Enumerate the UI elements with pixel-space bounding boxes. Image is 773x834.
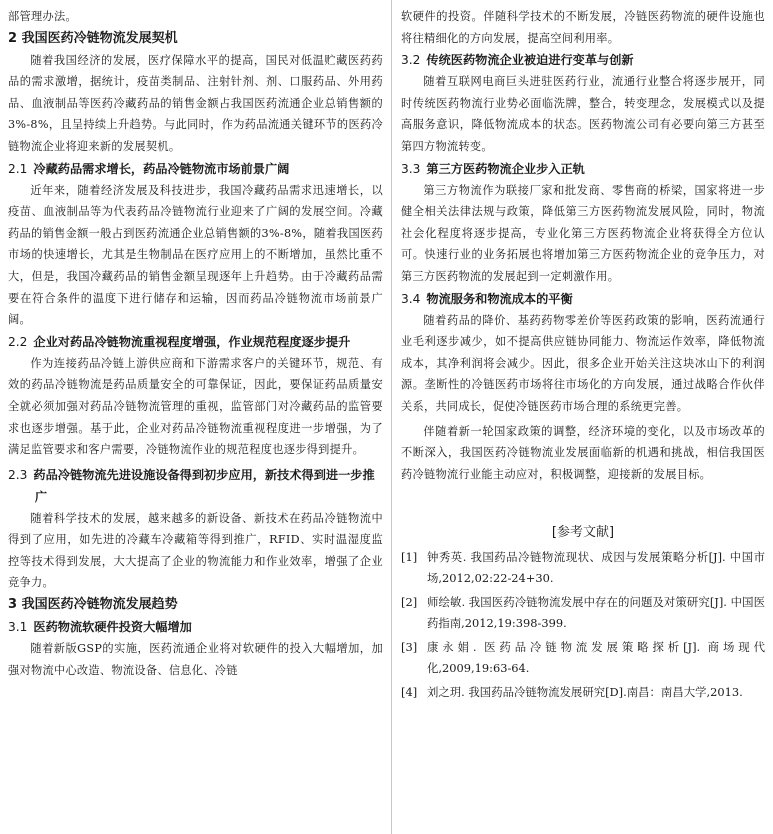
intro-tail: 部管理办法。 — [8, 10, 77, 23]
section-2-1-body: 近年来，随着经济发展及科技进步，我国冷藏药品需求迅速增长，以疫苗、血液制品等为代表药品冷链物流行业迎来了广阔的发展空间。冷藏药品的销售金额一般占到医药流通企业总销售额的3%-8%，随着我国医药市场的快速增长，尤其是生物制品在医疗应用上的不断增加，虽然比重不大，但是，我国冷藏药品的销售金额呈现逐年上升趋势。由于冷藏药品需要在符合条件的温度下进行储存和运输，因而药品冷链物流市场前景广阔。 — [8, 183, 383, 327]
references-heading: [参考文献] — [551, 525, 615, 541]
reference-text: 康永娟. 医药品冷链物流发展策略探析[J]. 商场现代化,2009,19:63-64. — [427, 640, 765, 675]
reference-item — [401, 637, 765, 678]
section-title: 企业对药品冷链物流重视程度增强，作业规范程度逐步提升 — [33, 334, 351, 349]
section-2-2-body: 作为连接药品冷链上游供应商和下游需求客户的关键环节，规范、有效的药品冷链物流是药品质量安全的可靠保证，因此，要保证药品质量安全就必须加强对药品冷链物流管理的重视，监管部门对冷藏药品的监管要求也逐步增强。基于此，企业对药品冷链物流重视程度进一步增强，为了满足监管要求和客户需要，冷链物流作业的规范程度也逐步得到提升。 — [8, 356, 383, 457]
section-2-3-heading — [8, 464, 383, 508]
section-number: 2.1 — [8, 161, 28, 176]
section-2-1-heading — [8, 158, 383, 180]
reference-number: [1] — [401, 550, 418, 565]
section-number: 2.3 — [8, 467, 28, 482]
section-2-body: 随着我国经济的发展，医疗保障水平的提高，国民对低温贮藏医药药品的需求激增，据统计，疫苗类制品、注射针剂、剂、口服药品、外用药品、血液制品等医药冷藏药品的销售金额占我国医药流通企业总销售额的3%-8%，且呈持续上升趋势。与此同时，作为药品流通关键环节的医药冷链物流企业将迎来新的发展契机。 — [8, 53, 383, 153]
section-3-4-body-1: 随着药品的降价、基药药物零差价等医药政策的影响，医药流通行业毛利逐步减少，如不提高供应链协同能力、物流运作效率，降低物流成本，其净利润将会减少。因此，很多企业开始关注这块冰山下的利润源。垄断性的冷链医药市场将往市场化的方向发展，通过战略合作伙伴关系，共同成长，促使冷链医药市场合理的系统更完善。 — [401, 313, 765, 413]
section-3-1-heading — [8, 616, 383, 638]
section-3-4-heading — [401, 288, 765, 310]
section-title: 药品冷链物流先进设施设备得到初步应用，新技术得到进一步推广 — [33, 467, 375, 504]
section-2-2-heading — [8, 331, 383, 353]
left-column — [8, 6, 383, 681]
reference-text: 刘之玥. 我国药品冷链物流发展研究[D].南昌：南昌大学,2013. — [427, 685, 743, 700]
section-title: 医药物流软硬件投资大幅增加 — [33, 620, 192, 635]
section-2-3-body: 随着科学技术的发展，越来越多的新设备、新技术在药品冷链物流中得到了应用，如先进的冷藏车冷藏箱等得到推广，RFID、实时温湿度监控等技术得到发展，大大提高了企业的物流能力和作业效率，增强了企业竞争力。 — [8, 511, 383, 590]
reference-text: 师绘敏. 我国医药冷链物流发展中存在的问题及对策研究[J]. 中国医药指南,2012,19:398-399. — [427, 595, 765, 630]
section-number: 3.3 — [401, 161, 421, 176]
section-number: 2.2 — [8, 334, 28, 349]
section-3-1-continued: 软硬件的投资。伴随科学技术的不断发展，冷链医药物流的硬件设施也将往精细化的方向发展，提高空间利用率。 — [401, 10, 765, 45]
reference-number: [4] — [401, 685, 418, 700]
reference-item — [401, 547, 765, 588]
reference-number: [2] — [401, 595, 418, 610]
section-title: 传统医药物流企业被迫进行变革与创新 — [426, 53, 634, 68]
section-3-3-body: 第三方物流作为联接厂家和批发商、零售商的桥梁，国家将进一步健全相关法律法规与政策，降低第三方医药物流发展风险，同时，物流社会化程度将逐步提高，专业化第三方医药物流企业将获得全方位认可。快速行业的业务拓展也将增加第三方医药物流企业的竞争压力，对第三方医药物流的发展起到一定刺激作用。 — [401, 183, 765, 283]
reference-number: [3] — [401, 640, 418, 655]
section-title: 冷藏药品需求增长，药品冷链物流市场前景广阔 — [33, 161, 290, 176]
section-3-1-body: 随着新版GSP的实施，医药流通企业将对软硬件的投入大幅增加，加强对物流中心改造、物流设备、信息化、冷链 — [8, 642, 383, 677]
section-title: 物流服务和物流成本的平衡 — [426, 291, 573, 306]
reference-list — [401, 547, 765, 703]
section-3-3-heading — [401, 158, 765, 180]
section-2-heading: 2 我国医药冷链物流发展契机 — [8, 30, 178, 46]
section-number: 3.2 — [401, 53, 421, 68]
section-3-4-body-2: 伴随着新一轮国家政策的调整，经济环境的变化，以及市场改革的不断深入，我国医药冷链物流业发展面临新的机遇和挑战，相信我国医药冷链物流行业能主动应对，积极调整，迎接新的发展目标。 — [401, 424, 765, 481]
reference-item — [401, 682, 765, 703]
section-number: 3.1 — [8, 620, 28, 635]
column-divider — [391, 0, 392, 834]
reference-text: 钟秀英. 我国药品冷链物流现状、成因与发展策略分析[J]. 中国市场,2012,02:22-24+30. — [427, 550, 765, 585]
reference-item — [401, 592, 765, 633]
section-3-heading: 3 我国医药冷链物流发展趋势 — [8, 597, 178, 613]
right-column — [401, 6, 765, 707]
section-title: 第三方医药物流企业步入正轨 — [426, 161, 585, 176]
section-3-2-body: 随着互联网电商巨头进驻医药行业，流通行业整合将逐步展开，同时传统医药物流行业势必面临洗牌，整合，转变理念，发展模式以及提高服务意识，降低物流成本的状态。医药物流公司有必要向第三方甚至第四方物流转变。 — [401, 75, 765, 153]
section-number: 3.4 — [401, 291, 421, 306]
section-3-2-heading — [401, 49, 765, 71]
